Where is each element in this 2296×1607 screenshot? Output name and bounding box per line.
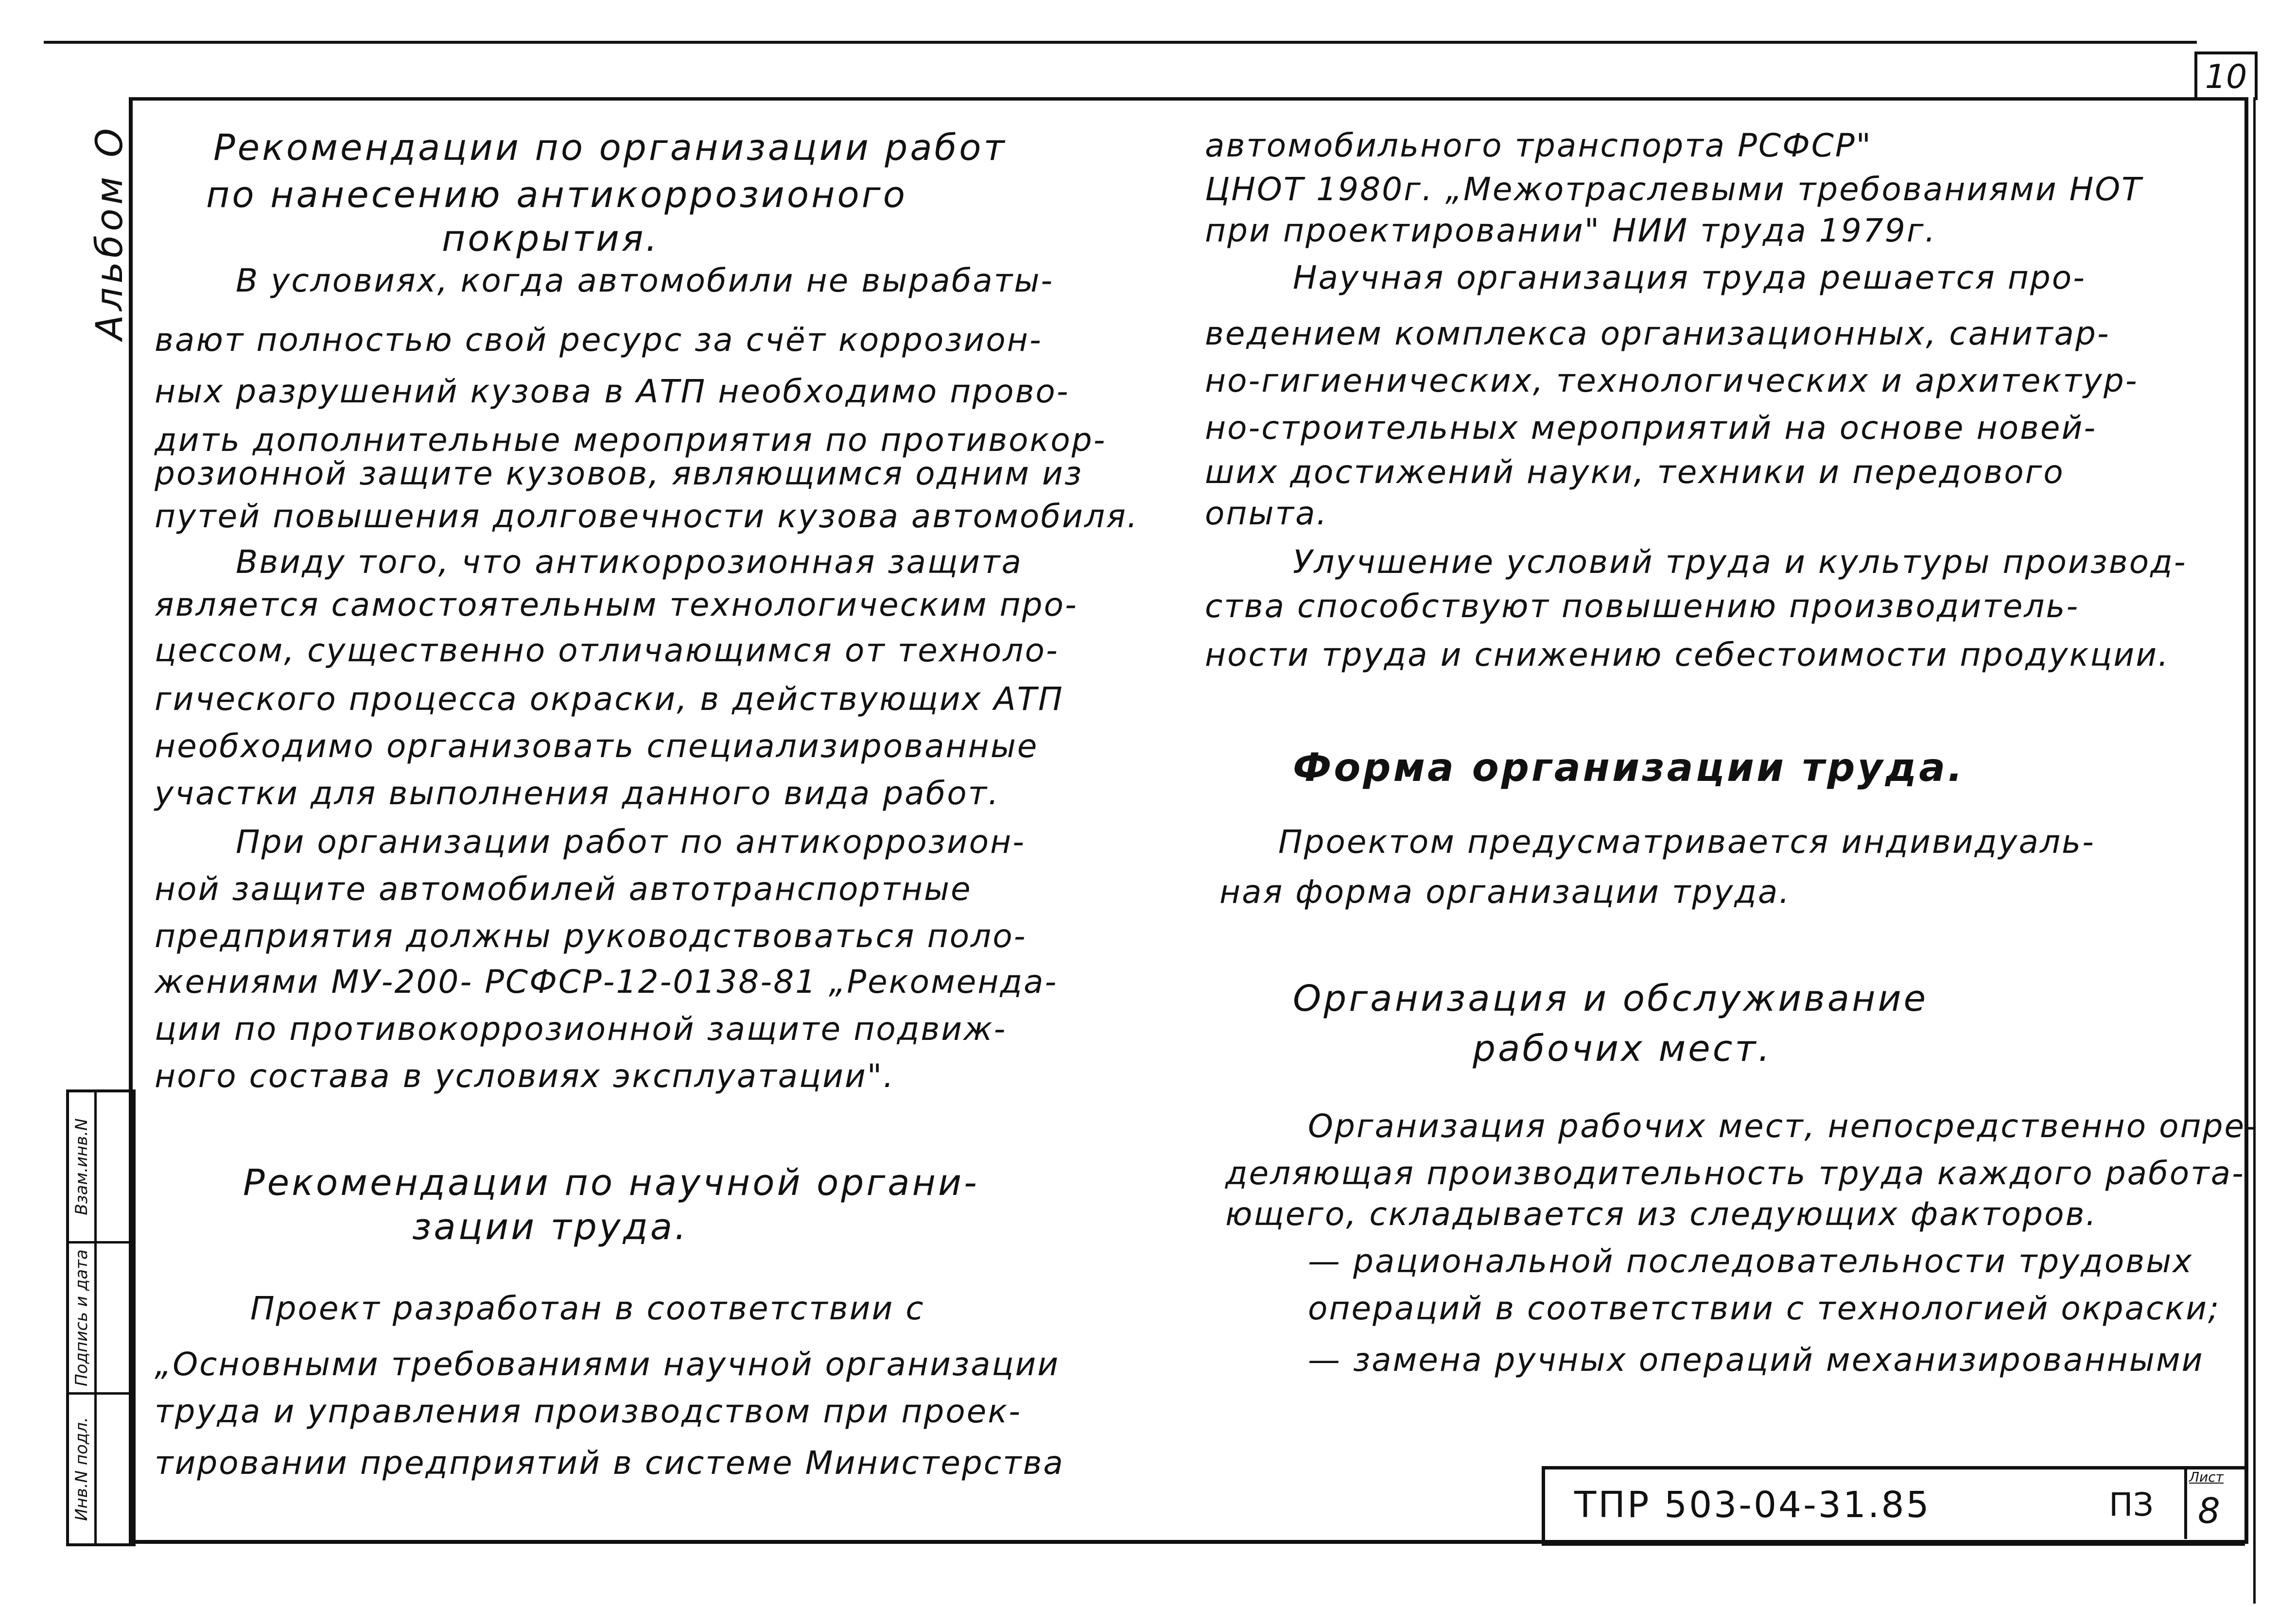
right-column-line: при проектировании" НИИ труда 1979г. (1205, 212, 1937, 249)
right-column-heading: Форма организации труда. (1293, 745, 1965, 790)
left-column-heading: покрытия. (442, 218, 660, 259)
side-stamp-label: Инв.N подл. (72, 1417, 91, 1521)
right-column-line: ющего, складывается из следующих факторов. (1225, 1195, 2098, 1233)
right-column-line: Организация рабочих мест, непосредственно опре- (1308, 1107, 2259, 1145)
side-stamp-cell (69, 1392, 133, 1543)
left-column-line: розионной защите кузовов, являющимся одним из (155, 455, 1083, 492)
right-column-line: деляющая производительность труда каждого работа- (1225, 1155, 2245, 1192)
left-column-line: труда и управления производством при проек- (155, 1393, 1022, 1430)
right-column-line: опыта. (1205, 495, 1328, 532)
right-column-line: ства способствуют повышению производитель- (1205, 588, 2080, 625)
document-type: ПЗ (2109, 1486, 2154, 1523)
right-column-heading: Организация и обслуживание (1293, 978, 1929, 1019)
document-code: ТПР 503-04-31.85 (1574, 1484, 1931, 1526)
right-column-line: Проектом предусматривается индивидуаль- (1278, 823, 2095, 861)
left-column-line: цессом, существенно отличающимся от техноло- (155, 632, 1059, 669)
sheet-cell (2184, 1466, 2245, 1539)
left-column-heading: Рекомендации по научной органи- (243, 1162, 979, 1204)
page-number: 10 (2194, 52, 2258, 100)
left-column-line: путей повышения долговечности кузова автомобиля. (155, 498, 1139, 535)
right-column-line: операций в соответствии с технологией окраски; (1308, 1290, 2221, 1327)
sheet-label: Лист (2189, 1469, 2224, 1485)
left-column-line: жениями МУ-200- РСФСР-12-0138-81 „Рекоменда- (155, 963, 1058, 1001)
left-column-line: В условиях, когда автомобили не вырабаты- (236, 262, 1054, 299)
left-column-line: Ввиду того, что антикоррозионная защита (236, 543, 1023, 581)
right-column-heading: рабочих мест. (1473, 1028, 1773, 1070)
right-column-line: ведением комплекса организационных, санитар- (1205, 315, 2110, 352)
right-column-line: — рациональной последовательности трудовых (1308, 1243, 2193, 1280)
side-stamp-label: Взам.инв.N (72, 1118, 91, 1215)
left-column-line: гического процесса окраски, в действующих АТП (155, 680, 1064, 718)
left-column-line: предприятия должны руководствоваться поло- (155, 917, 1027, 955)
right-column-line: но-гигиенических, технологических и архитектур- (1205, 362, 2139, 399)
right-column-line: Научная организация труда решается про- (1293, 259, 2086, 296)
left-column-line: При организации работ по антикоррозион- (236, 823, 1026, 861)
right-column-line: но-строительных мероприятий на основе новей- (1205, 409, 2097, 447)
right-column-line: Улучшение условий труда и культуры производ- (1293, 543, 2187, 581)
left-column-heading: по нанесению антикоррозионого (206, 174, 907, 216)
left-column-line: участки для выполнения данного вида работ. (155, 775, 1000, 812)
right-column-line: автомобильного транспорта РСФСР" (1205, 127, 1873, 164)
right-column-line: ших достижений науки, техники и передового (1205, 453, 2065, 491)
right-column-line: ная форма организации труда. (1219, 873, 1791, 911)
right-column-line: — замена ручных операций механизированными (1308, 1341, 2204, 1379)
left-column-heading: зации труда. (412, 1206, 689, 1248)
right-rule (2253, 97, 2256, 1604)
left-column-line: вают полностью свой ресурс за счёт коррозион- (155, 321, 1043, 359)
left-column-line: „Основными требованиями научной организации (155, 1346, 1060, 1383)
side-stamp-label: Подпись и дата (72, 1249, 91, 1386)
side-stamp-cell (69, 1241, 133, 1392)
right-column-line: ности труда и снижению себестоимости продукции. (1205, 636, 2170, 674)
right-column-line: ЦНОТ 1980г. „Межотраслевыми требованиями НОТ (1205, 171, 2143, 208)
side-stamp-cell (69, 1092, 133, 1241)
left-column-line: необходимо организовать специализированные (155, 727, 1039, 765)
sheet-number: 8 (2198, 1490, 2220, 1531)
top-rule (44, 41, 2197, 44)
left-column-line: ции по противокоррозионной защите подвиж- (155, 1010, 1007, 1048)
album-label: Альбом О (87, 124, 131, 340)
left-column-heading: Рекомендации по организации работ (213, 127, 1007, 169)
left-column-line: ной защите автомобилей автотранспортные (155, 870, 972, 908)
left-column-line: ных разрушений кузова в АТП необходимо прово- (155, 373, 1070, 410)
side-stamp (66, 1089, 136, 1546)
left-column-line: является самостоятельным технологическим про- (155, 586, 1078, 623)
left-column-line: ного состава в условиях эксплуатации". (155, 1057, 895, 1095)
title-block (1542, 1466, 2245, 1546)
left-column-line: Проект разработан в соответствии с (250, 1290, 925, 1327)
left-column-line: тировании предприятий в системе Министерства (155, 1444, 1064, 1482)
left-column-line: дить дополнительные мероприятия по противокор- (155, 421, 1107, 459)
